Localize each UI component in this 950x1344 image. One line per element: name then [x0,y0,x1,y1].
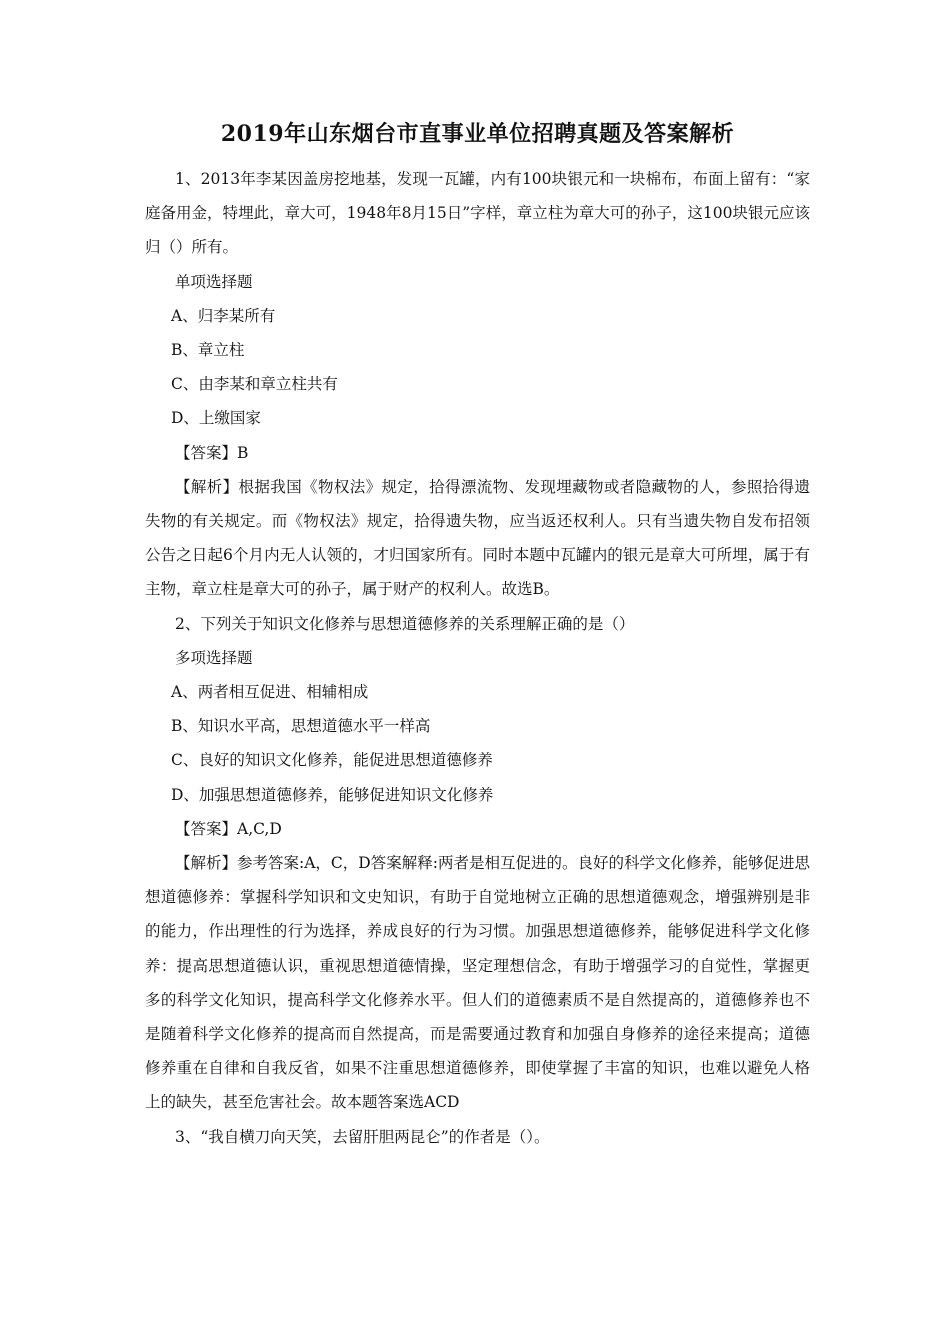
analysis: 【解析】参考答案:A，C，D答案解释:两者是相互促进的。良好的科学文化修养，能够促进思想道德修养：掌握科学知识和文史知识，有助于自觉地树立正确的思想道德观念，增强辨别是非的能力，作出理性的行为选择，养成良好的行为习惯。加强思想道德修养，能够促进科学文化修养：提高思想道德认识，重视思想道德情操，坚定理想信念，有助于增强学习的自觉性，掌握更多的科学文化知识，提高科学文化修养水平。但人们的道德素质不是自然提高的，道德修养也不是随着科学文化修养的提高而自然提高，而是需要通过教育和加强自身修养的途径来提高；道德修养重在自律和自我反省，如果不注重思想道德修养，即使掌握了丰富的知识，也难以避免人格上的缺失，甚至危害社会。故本题答案选ACD [145,854,810,1112]
question-type: 多项选择题 [175,648,253,667]
option-a: A、两者相互促进、相辅相成 [171,683,369,702]
option-c: C、由李某和章立柱共有 [171,375,338,394]
question-2 [145,607,810,1120]
option-b: B、知识水平高，思想道德水平一样高 [171,717,431,736]
answer: 【答案】A,C,D [175,819,282,838]
question-stem: 3、“我自横刀向天笑，去留肝胆两昆仑”的作者是（）。 [175,1127,550,1146]
option-a: A、归李某所有 [171,306,276,325]
question-stem: 2、下列关于知识文化修养与思想道德修养的关系理解正确的是（） [175,614,635,633]
option-b: B、章立柱 [171,341,245,360]
question-1 [145,162,810,607]
question-3 [145,1120,810,1154]
answer: 【答案】B [175,443,249,462]
document-title: 2019年山东烟台市直事业单位招聘真题及答案解析 [220,121,735,147]
option-d: D、加强思想道德修养，能够促进知识文化修养 [171,785,494,804]
question-stem: 1、2013年李某因盖房挖地基，发现一瓦罐，内有100块银元和一块棉布，布面上留有：“家庭备用金，特埋此，章大可，1948年8月15日”字样，章立柱为章大可的孙子，这100块银元应该归（）所有。 [145,170,810,257]
question-type: 单项选择题 [175,272,253,291]
analysis: 【解析】根据我国《物权法》规定，拾得漂流物、发现埋藏物或者隐藏物的人，参照拾得遗失物的有关规定。而《物权法》规定，拾得遗失物，应当返还权利人。只有当遗失物自发布招领公告之日起6个月内无人认领的，才归国家所有。同时本题中瓦罐内的银元是章大可所埋，属于有主物，章立柱是章大可的孙子，属于财产的权利人。故选B。 [145,477,810,599]
option-c: C、良好的知识文化修养，能促进思想道德修养 [171,751,493,770]
option-d: D、上缴国家 [171,409,261,428]
